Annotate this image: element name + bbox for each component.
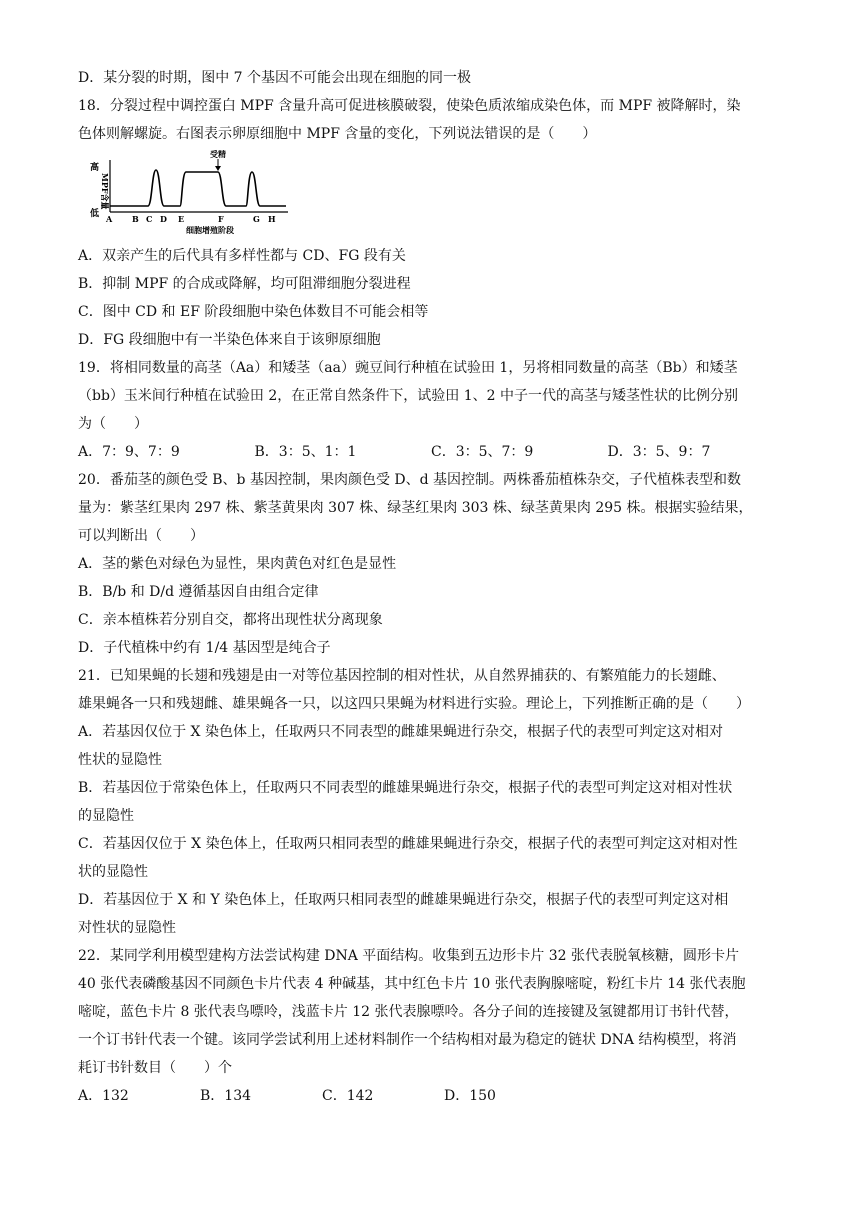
q18-stem-line-2: 色体则解螺旋。右图表示卵原细胞中 MPF 含量的变化，下列说法错误的是（ ） — [78, 126, 597, 142]
q22-stem-line-1: 22．某同学利用模型建构方法尝试构建 DNA 平面结构。收集到五边形卡片 32 张代表脱氧核糖，圆形卡片 — [78, 948, 740, 964]
q22-stem-line-3: 嘧啶，蓝色卡片 8 张代表鸟嘌呤，浅蓝卡片 12 张代表腺嘌呤。各分子间的连接键及氢键都用订书针代替， — [78, 1004, 739, 1020]
q21-option-c-line-2: 状的显隐性 — [78, 864, 148, 880]
q20-stem-line-2: 量为：紫茎红果肉 297 株、紫茎黄果肉 307 株、绿茎红果肉 303 株、绿茎黄果肉 295 株。根据实验结果， — [78, 500, 753, 516]
q21-stem-line-1: 21．已知果蝇的长翅和残翅是由一对等位基因控制的相对性状，从自然界捕获的、有繁殖能力的长翅雌、 — [78, 668, 726, 684]
q22-option-a: A．132 — [78, 1088, 129, 1104]
mpf-curve — [110, 170, 286, 206]
q21-option-a-line-1: A．若基因仅位于 X 染色体上，任取两只不同表型的雌雄果蝇进行杂交，根据子代的表型可判定这对相对 — [78, 724, 723, 740]
q21-option-b-line-1: B．若基因位于常染色体上，任取两只不同表型的雌雄果蝇进行杂交，根据子代的表型可判定这对相对性状 — [78, 780, 733, 796]
point-f: F — [218, 214, 224, 224]
q20-option-a: A．茎的紫色对绿色为显性，果肉黄色对红色是显性 — [78, 556, 397, 572]
exam-page — [78, 64, 784, 1110]
mpf-curve-chart — [78, 148, 308, 242]
point-e: E — [178, 214, 185, 224]
x-axis-label: 细胞增殖阶段 — [186, 225, 234, 235]
y-high-label: 高 — [90, 163, 100, 173]
q19-stem-line-3: 为（ ） — [78, 416, 148, 432]
q22-option-b: B．134 — [200, 1088, 252, 1104]
point-g: G — [253, 214, 260, 224]
q21-stem-line-2: 雄果蝇各一只和残翅雌、雄果蝇各一只，以这四只果蝇为材料进行实验。理论上，下列推断正确的是（ ） — [78, 696, 750, 712]
q19-option-c: C．3：5、7：9 — [431, 444, 534, 460]
point-b: B — [132, 214, 139, 224]
q22-stem-line-5: 耗订书针数目（ ）个 — [78, 1060, 232, 1076]
q21-option-b-line-2: 的显隐性 — [78, 808, 134, 824]
q18-stem-line-1: 18．分裂过程中调控蛋白 MPF 含量升高可促进核膜破裂，使染色质浓缩成染色体，而 MPF 被降解时，染 — [78, 98, 741, 114]
q20-option-b: B．B/b 和 D/d 遵循基因自由组合定律 — [78, 584, 319, 600]
q19-option-d: D．3：5、9：7 — [607, 444, 711, 460]
fertilization-arrowhead — [215, 166, 221, 171]
y-low-label: 低 — [90, 209, 100, 219]
q19-options-row — [78, 438, 784, 466]
q18-option-c: C．图中 CD 和 EF 阶段细胞中染色体数目不可能会相等 — [78, 304, 429, 320]
fertilization-annotation: 受精 — [210, 149, 226, 159]
point-d: D — [160, 214, 167, 224]
point-h: H — [268, 214, 276, 224]
q19-stem-line-2: （bb）玉米间行种植在试验田 2，在正常自然条件下，试验田 1、2 中子一代的高茎与矮茎性状的比例分别 — [78, 388, 738, 404]
q18-option-d: D．FG 段细胞中有一半染色体来自于该卵原细胞 — [78, 332, 381, 348]
q18-option-b: B．抑制 MPF 的合成或降解，均可阻滞细胞分裂进程 — [78, 276, 411, 292]
q22-stem-line-2: 40 张代表磷酸基因不同颜色卡片代表 4 种碱基，其中红色卡片 10 张代表胸腺嘧啶，粉红卡片 14 张代表胞 — [78, 976, 746, 992]
q21-option-d-line-2: 对性状的显隐性 — [78, 920, 176, 936]
q19-option-b: B．3：5、1：1 — [254, 444, 357, 460]
q19-stem-line-1: 19．将相同数量的高茎（Aa）和矮茎（aa）豌豆间行种植在试验田 1，另将相同数量的高茎（Bb）和矮茎 — [78, 360, 738, 376]
q21-option-d-line-1: D．若基因位于 X 和 Y 染色体上，任取两只相同表型的雌雄果蝇进行杂交，根据子代的表型可判定这对相 — [78, 892, 729, 908]
y-axis-label: MPF含量 — [100, 173, 110, 210]
mpf-content-figure — [78, 148, 784, 242]
q17-option-d: D．某分裂的时期，图中 7 个基因不可能会出现在细胞的同一极 — [78, 70, 472, 86]
q22-option-d: D．150 — [444, 1088, 496, 1104]
q22-options-row — [78, 1082, 784, 1110]
q19-option-a: A．7：9、7：9 — [78, 444, 180, 460]
q21-option-c-line-1: C．若基因仅位于 X 染色体上，任取两只相同表型的雌雄果蝇进行杂交，根据子代的表型可判定这对相对性 — [78, 836, 738, 852]
q22-option-c: C．142 — [322, 1088, 374, 1104]
point-c: C — [146, 214, 153, 224]
q20-option-d: D．子代植株中约有 1/4 基因型是纯合子 — [78, 640, 331, 656]
q20-stem-line-3: 可以判断出（ ） — [78, 528, 204, 544]
q20-option-c: C．亲本植株若分别自交，都将出现性状分离现象 — [78, 612, 383, 628]
q18-option-a: A．双亲产生的后代具有多样性都与 CD、FG 段有关 — [78, 248, 406, 264]
q20-stem-line-1: 20．番茄茎的颜色受 B、b 基因控制，果肉颜色受 D、d 基因控制。两株番茄植株杂交，子代植株表型和数 — [78, 472, 742, 488]
q21-option-a-line-2: 性状的显隐性 — [78, 752, 162, 768]
q22-stem-line-4: 一个订书针代表一个键。该同学尝试利用上述材料制作一个结构相对最为稳定的链状 DNA 结构模型，将消 — [78, 1032, 737, 1048]
point-a: A — [106, 214, 113, 224]
